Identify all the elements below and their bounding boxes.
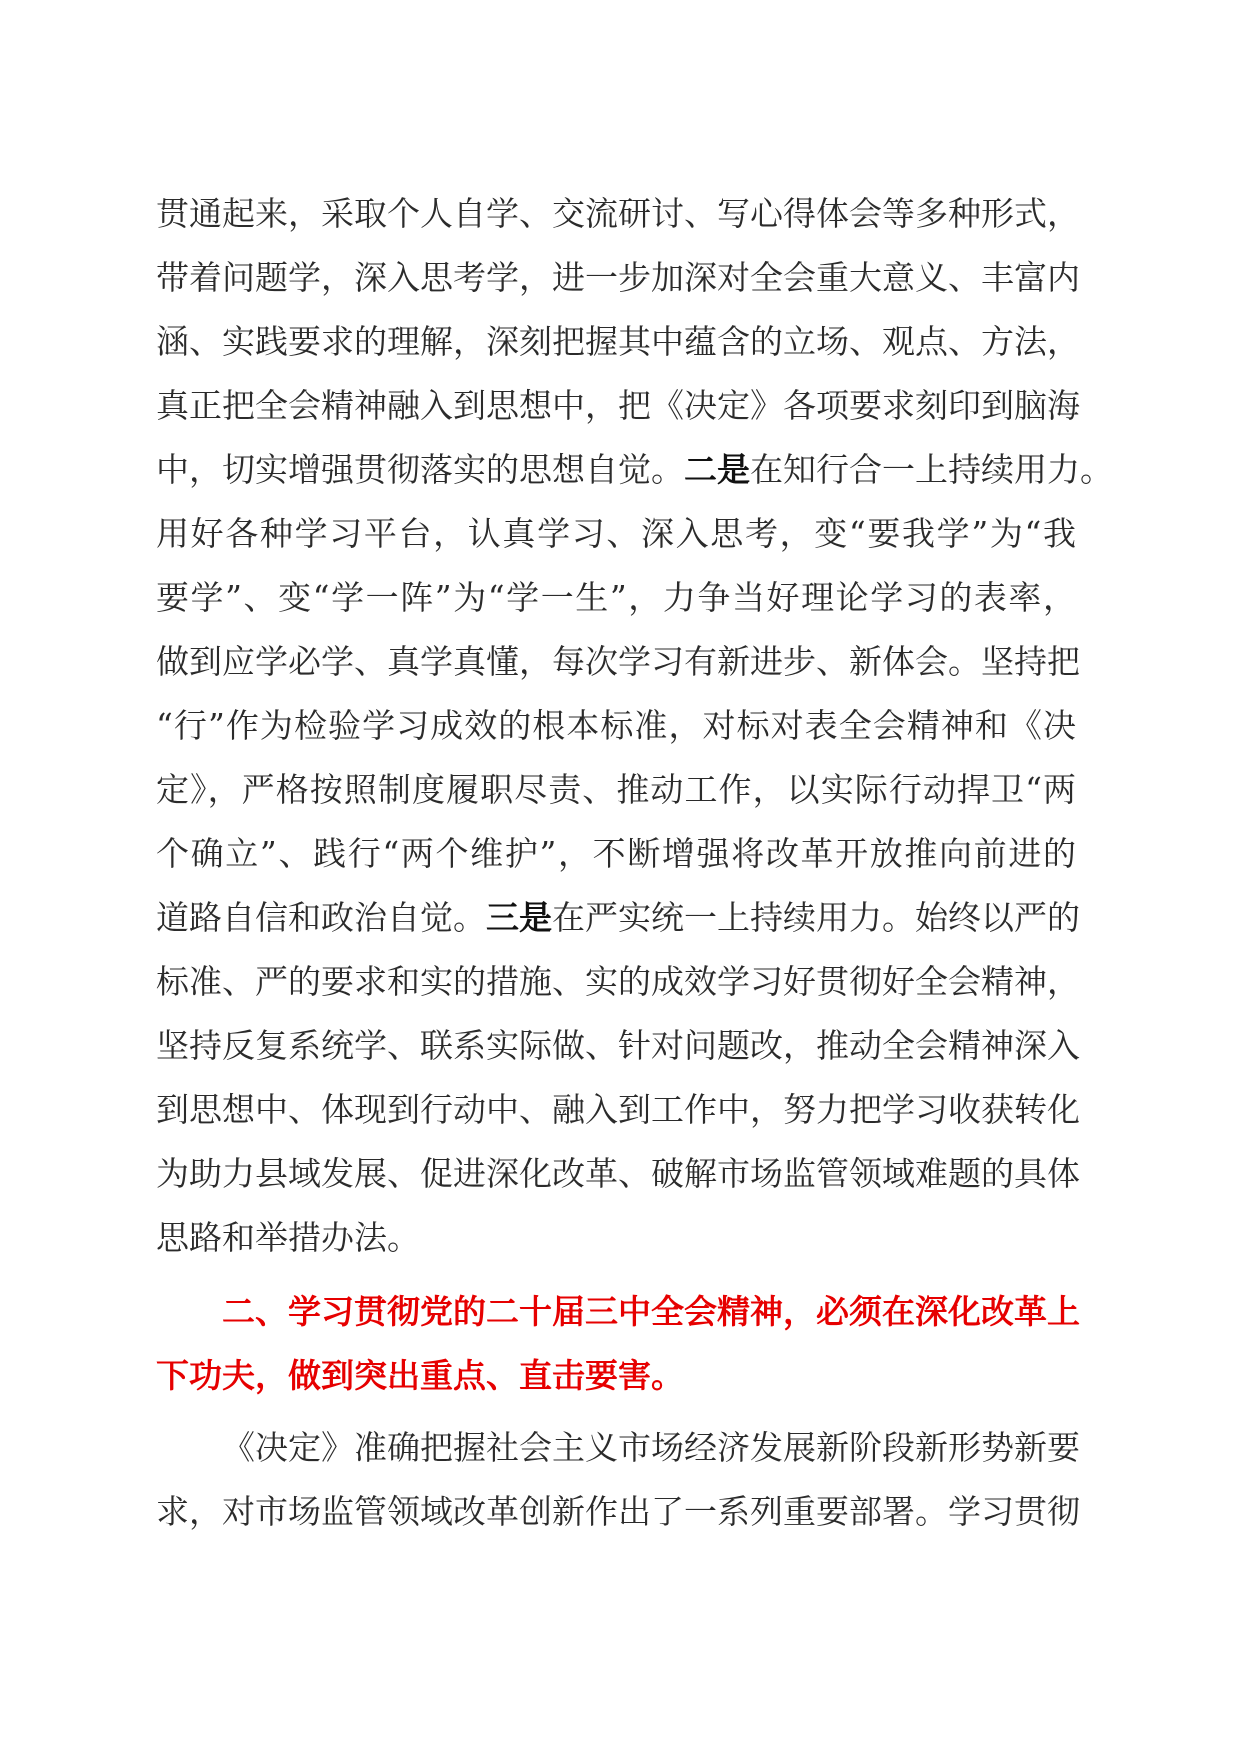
- paragraph-line: 为助力县域发展、促进深化改革、破解市场监管领域难题的具体: [156, 1154, 1080, 1193]
- paragraph-line: 到思想中、体现到行动中、融入到工作中，努力把学习收获转化: [156, 1090, 1080, 1129]
- emphasis-third-point: 三是: [486, 898, 552, 937]
- paragraph-line-with-emphasis: [156, 886, 1080, 950]
- paragraph-line: 真正把全会精神融入到思想中，把《决定》各项要求刻印到脑海: [156, 386, 1080, 425]
- section-heading-line: 二、学习贯彻党的二十届三中全会精神，必须在深化改革上: [222, 1292, 1080, 1331]
- paragraph-line: 涵、实践要求的理解，深刻把握其中蕴含的立场、观点、方法，: [156, 322, 1080, 361]
- paragraph-last-line: 思路和举措办法。: [156, 1218, 420, 1257]
- line-text-before: 中，切实增强贯彻落实的思想自觉。: [156, 450, 684, 489]
- paragraph-line-with-emphasis: [156, 438, 1113, 502]
- paragraph-line: 个确立”、践行“两个维护”，不断增强将改革开放推向前进的: [156, 834, 1076, 873]
- section-heading-line: 下功夫，做到突出重点、直击要害。: [156, 1356, 684, 1395]
- paragraph-line: 用好各种学习平台，认真学习、深入思考，变“要我学”为“我: [156, 514, 1076, 553]
- line-text-after: 在知行合一上持续用力。: [750, 450, 1113, 489]
- paragraph-line: 标准、严的要求和实的措施、实的成效学习好贯彻好全会精神，: [156, 962, 1080, 1001]
- paragraph-line: 要学”、变“学一阵”为“学一生”，力争当好理论学习的表率，: [156, 578, 1076, 617]
- line-text-after: 在严实统一上持续用力。始终以严的: [552, 898, 1080, 937]
- paragraph-line: 做到应学必学、真学真懂，每次学习有新进步、新体会。坚持把: [156, 642, 1080, 681]
- paragraph-line: 坚持反复系统学、联系实际做、针对问题改，推动全会精神深入: [156, 1026, 1080, 1065]
- paragraph-line: 带着问题学，深入思考学，进一步加深对全会重大意义、丰富内: [156, 258, 1080, 297]
- paragraph-line: 《决定》准确把握社会主义市场经济发展新阶段新形势新要: [222, 1428, 1080, 1467]
- emphasis-second-point: 二是: [684, 450, 750, 489]
- paragraph-line: 贯通起来，采取个人自学、交流研讨、写心得体会等多种形式，: [156, 194, 1080, 233]
- paragraph-line: “行”作为检验学习成效的根本标准，对标对表全会精神和《决: [156, 706, 1076, 745]
- paragraph-line: 定》，严格按照制度履职尽责、推动工作，以实际行动捍卫“两: [156, 770, 1076, 809]
- paragraph-line: 求，对市场监管领域改革创新作出了一系列重要部署。学习贯彻: [156, 1492, 1080, 1531]
- line-text-before: 道路自信和政治自觉。: [156, 898, 486, 937]
